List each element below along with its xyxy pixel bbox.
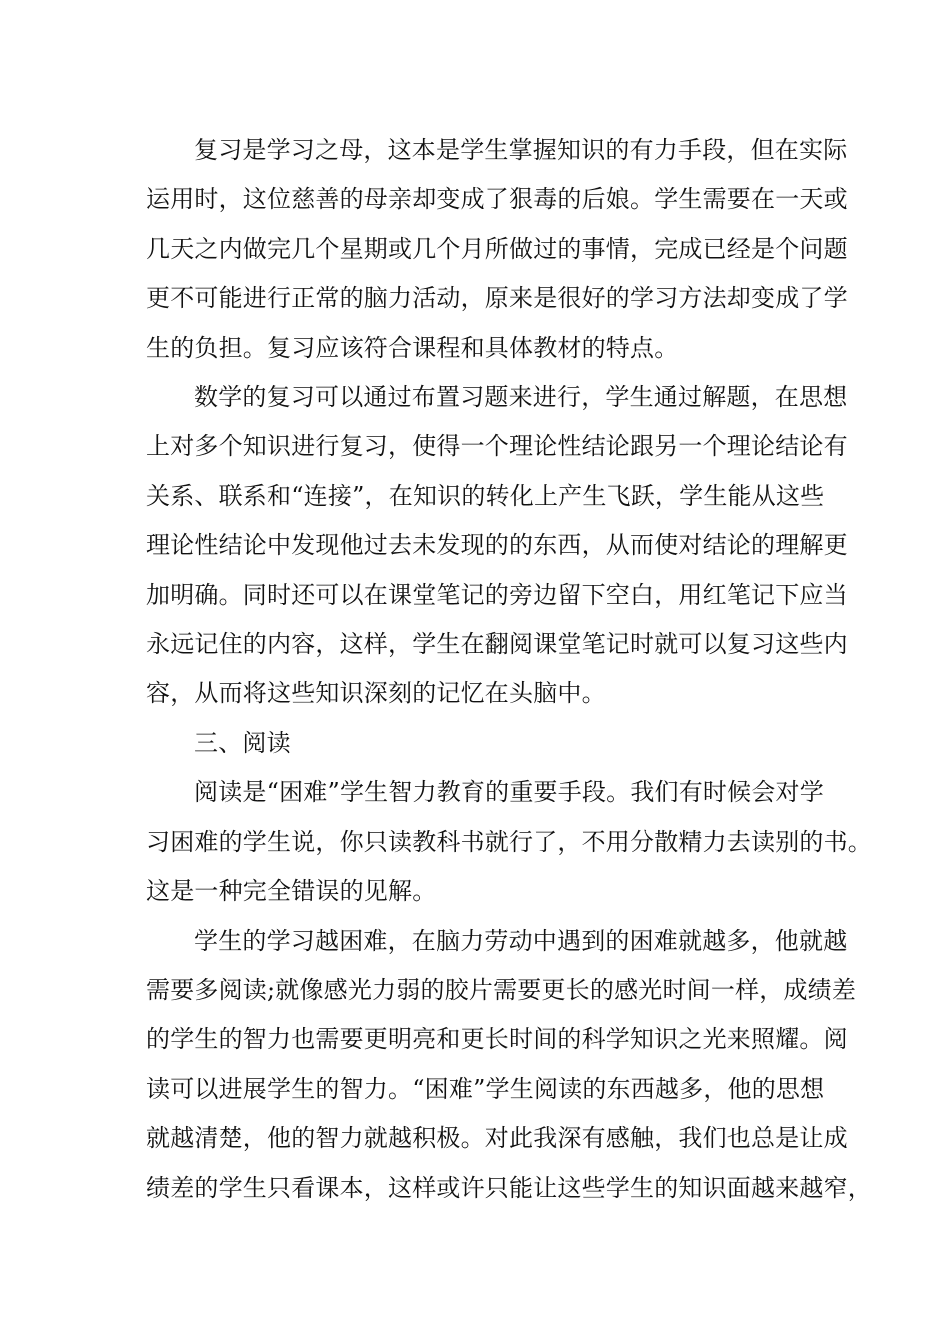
text-line: 复习是学习之母，这本是学生掌握知识的有力手段，但在实际 [194,136,848,164]
text-line: 需要多阅读;就像感光力弱的胶片需要更长的感光时间一样，成绩差 [146,975,857,1004]
text-line: 加明确。同时还可以在课堂笔记的旁边留下空白，用红笔记下应当 [146,580,848,609]
text-line: 生的负担。复习应该符合课程和具体教材的特点。 [146,333,679,362]
text-line: 永远记住的内容，这样，学生在翻阅课堂笔记时就可以复习这些内 [146,630,848,659]
paragraph-reading-importance [146,768,872,916]
text-line: 运用时，这位慈善的母亲却变成了狠毒的后娘。学生需要在一天或 [146,185,848,214]
document-page [146,126,872,1213]
text-line: 读可以进展学生的智力。“困难”学生阅读的东西越多，他的思想 [146,1074,825,1103]
text-line: 理论性结论中发现他过去未发现的的东西，从而使对结论的理解更 [146,531,848,560]
text-line: 关系、联系和“连接”，在知识的转化上产生飞跃，学生能从这些 [146,481,825,510]
text-line: 的学生的智力也需要更明亮和更长时间的科学知识之光来照耀。阅 [146,1025,848,1054]
text-line: 更不可能进行正常的脑力活动，原来是很好的学习方法却变成了学 [146,284,848,313]
text-line: 几天之内做完几个星期或几个月所做过的事情，完成已经是个问题 [146,234,848,263]
text-line: 数学的复习可以通过布置习题来进行，学生通过解题，在思想 [194,383,848,412]
text-line: 习困难的学生说，你只读教科书就行了，不用分散精力去读别的书。 [146,827,872,856]
text-line: 这是一种完全错误的见解。 [146,877,437,906]
paragraph-review [146,126,848,373]
paragraph-math-review [146,373,848,719]
paragraph-reading-difficulty [146,917,872,1213]
text-line: 上对多个知识进行复习，使得一个理论性结论跟另一个理论结论有 [146,432,848,461]
text-line: 绩差的学生只看课本，这样或许只能让这些学生的知识面越来越窄， [146,1173,872,1202]
text-line: 阅读是“困难”学生智力教育的重要手段。我们有时候会对学 [194,778,824,807]
section-heading-reading [146,719,822,768]
section-heading: 三、阅读 [194,728,291,757]
text-line: 学生的学习越困难，在脑力劳动中遇到的困难就越多，他就越 [194,926,848,955]
text-line: 就越清楚，他的智力就越积极。对此我深有感触，我们也总是让成 [146,1124,848,1153]
text-line: 容，从而将这些知识深刻的记忆在头脑中。 [146,679,606,708]
